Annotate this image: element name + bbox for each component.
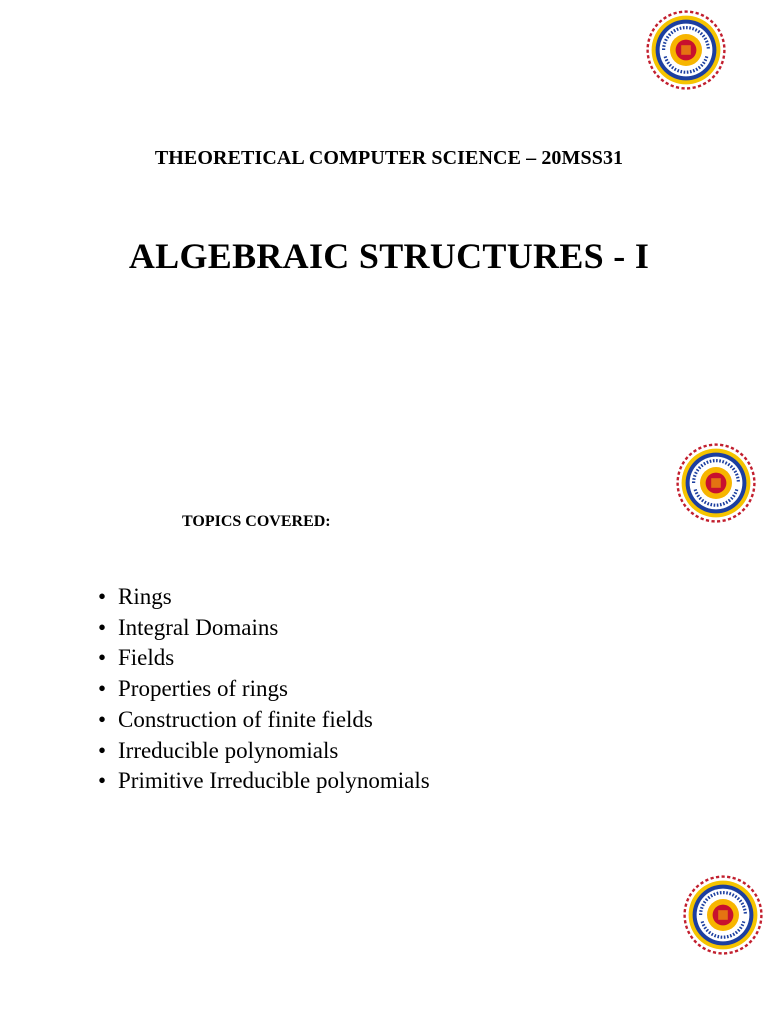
- list-item: [98, 736, 430, 767]
- topic-label: Properties of rings: [118, 676, 288, 702]
- topic-label: Fields: [118, 645, 175, 671]
- topic-label: Irreducible polynomials: [118, 737, 339, 763]
- list-item: [98, 582, 430, 613]
- topic-label: Rings: [118, 584, 172, 609]
- bullet-icon: •: [98, 614, 107, 640]
- bullet-icon: •: [98, 645, 107, 671]
- bullet-icon: •: [98, 737, 107, 763]
- list-item: [98, 613, 430, 644]
- topic-label: Integral Domains: [118, 614, 279, 640]
- seal-graphic: [676, 443, 756, 523]
- bullet-icon: •: [98, 706, 107, 732]
- list-item: [98, 674, 430, 705]
- list-item: [98, 643, 430, 674]
- institute-seal-icon: [646, 10, 726, 90]
- list-item: [98, 766, 430, 797]
- main-title: ALGEBRAIC STRUCTURES - I: [128, 236, 650, 276]
- institute-seal-icon: [676, 443, 756, 523]
- bullet-icon: •: [98, 676, 107, 702]
- course-title: THEORETICAL COMPUTER SCIENCE – 20MSS31: [154, 147, 624, 169]
- institute-seal-icon: [683, 875, 763, 955]
- topic-label: Primitive Irreducible polynomials: [118, 768, 430, 794]
- topics-heading: TOPICS COVERED:: [182, 513, 331, 530]
- list-item: [98, 705, 430, 736]
- seal-graphic: [646, 10, 726, 90]
- seal-graphic: [683, 875, 763, 955]
- topics-list: [98, 582, 430, 797]
- bullet-icon: •: [98, 768, 107, 794]
- topic-label: Construction of finite fields: [118, 706, 373, 732]
- bullet-icon: •: [98, 584, 107, 609]
